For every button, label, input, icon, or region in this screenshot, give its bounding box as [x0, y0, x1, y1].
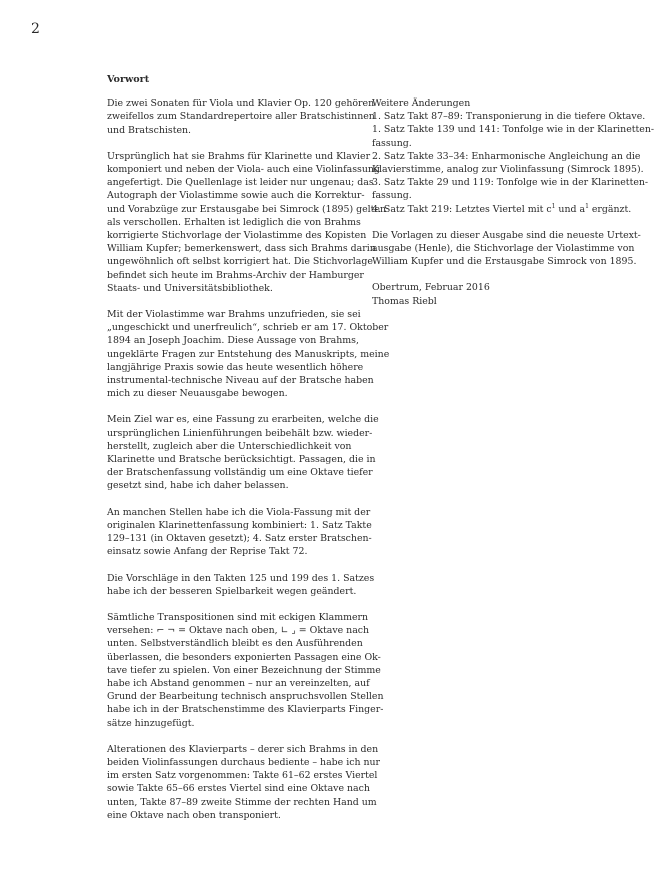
- text-line: sätze hinzugefügt.: [107, 717, 195, 729]
- text-line: sowie Takte 65–66 erstes Viertel sind eine Oktave nach: [107, 783, 370, 795]
- text-line: ausgabe (Henle), die Stichvorlage der Violastimme von: [372, 243, 635, 255]
- text-line: unten, Takte 87–89 zweite Stimme der rechten Hand um: [107, 796, 377, 808]
- foreword-left-column: [107, 73, 390, 835]
- foreword-paragraph: [107, 308, 390, 400]
- text-line: ungewöhnlich oft selbst korrigiert hat. Die Stichvorlage: [107, 256, 373, 268]
- text-line: Klavierstimme, analog zur Violinfassung (Simrock 1895).: [372, 164, 644, 176]
- foreword-right-column: [372, 97, 655, 321]
- text-line: habe ich Abstand genommen – nur an vereinzelten, auf: [107, 677, 370, 689]
- text-line: versehen: ⌐ ¬ = Oktave nach oben, ∟ ⌟ = Oktave nach: [107, 625, 370, 637]
- signature-block: [372, 281, 632, 307]
- text-line: Die Vorlagen zu dieser Ausgabe sind die neueste Urtext-: [372, 229, 641, 241]
- text-line: unten. Selbstverständlich bleibt es den Ausführenden: [107, 638, 363, 650]
- text-line: Sämtliche Transpositionen sind mit eckigen Klammern: [107, 611, 369, 623]
- text-line: der Bratschenfassung vollständig um eine Oktave tiefer: [107, 467, 373, 479]
- page-number: 2: [31, 21, 40, 37]
- text-line: habe ich in der Bratschenstimme des Klavierparts Finger-: [107, 704, 384, 716]
- foreword-paragraph: [107, 506, 372, 559]
- text-line: angefertigt. Die Quellenlage ist leider nur ungenau; das: [107, 177, 374, 189]
- text-line: An manchen Stellen habe ich die Viola-Fassung mit der: [107, 506, 371, 518]
- text-line: langjährige Praxis sowie das heute wesentlich höhere: [107, 361, 364, 373]
- text-line: William Kupfer und die Erstausgabe Simrock von 1895.: [372, 256, 637, 268]
- text-line: herstellt, zugleich aber die Unterschiedlichkeit von: [107, 440, 352, 452]
- text-line: Ursprünglich hat sie Brahms für Klarinette und Klavier: [107, 150, 371, 162]
- foreword-paragraph: [107, 150, 387, 295]
- text-line: im ersten Satz vorgenommen: Takte 61–62 erstes Viertel: [107, 770, 378, 782]
- text-line: Mit der Violastimme war Brahms unzufrieden, sie sei: [107, 309, 361, 321]
- text-line: Die zwei Sonaten für Viola und Klavier Op. 120 gehören: [107, 98, 375, 110]
- text-line: 1. Satz Takt 87–89: Transponierung in die tiefere Oktave.: [372, 111, 646, 123]
- text-line: Staats- und Universitätsbibliothek.: [107, 282, 273, 294]
- text-line: Obertrum, Februar 2016: [372, 282, 490, 294]
- text-line: [372, 203, 632, 216]
- text-line: William Kupfer; bemerkenswert, dass sich Brahms darin: [107, 243, 376, 255]
- text-line: und Vorabzüge zur Erstausgabe bei Simrock (1895) gelten: [107, 203, 387, 215]
- text-line: habe ich der besseren Spielbarkeit wegen geändert.: [107, 585, 357, 597]
- text-line: 2. Satz Takte 33–34: Enharmonische Angleichung an die: [372, 150, 641, 162]
- text-line: ursprünglichen Linienführungen beibehält bzw. wieder-: [107, 427, 373, 439]
- foreword-paragraph: [107, 413, 379, 492]
- foreword-paragraph: [107, 97, 375, 137]
- text-line: komponiert und neben der Viola- auch eine Violinfassung: [107, 164, 380, 176]
- text-line: gesetzt sind, habe ich daher belassen.: [107, 480, 289, 492]
- text-line: korrigierte Stichvorlage der Violastimme des Kopisten: [107, 230, 367, 242]
- text-line: ungeklärte Fragen zur Entstehung des Manuskripts, meine: [107, 348, 390, 360]
- text-fragment: und a: [555, 203, 586, 215]
- foreword-paragraphs: [107, 97, 390, 822]
- text-line: Thomas Riebl: [372, 295, 437, 307]
- text-line: 3. Satz Takte 29 und 119: Tonfolge wie in der Klarinetten-: [372, 177, 649, 189]
- text-line: „ungeschickt und unerfreulich“, schrieb er am 17. Oktober: [107, 322, 389, 334]
- text-line: Grund der Bearbeitung technisch anspruchsvollen Stellen: [107, 691, 384, 703]
- foreword-paragraph: [107, 572, 375, 598]
- text-line: tave tiefer zu spielen. Von einer Bezeichnung der Stimme: [107, 664, 381, 676]
- superscript: 1: [585, 202, 589, 210]
- foreword-paragraph: [107, 611, 384, 730]
- text-line: befindet sich heute im Brahms-Archiv der Hamburger: [107, 269, 364, 281]
- text-line: als verschollen. Erhalten ist lediglich die von Brahms: [107, 216, 361, 228]
- text-line: Klarinette und Bratsche berücksichtigt. Passagen, die in: [107, 454, 376, 466]
- text-line: fassung.: [372, 190, 412, 202]
- text-line: beiden Violinfassungen durchaus bediente – habe ich nur: [107, 756, 381, 768]
- text-line: Alterationen des Klavierparts – derer sich Brahms in den: [107, 743, 379, 755]
- text-line: zweifellos zum Standardrepertoire aller Bratschistinnen: [107, 111, 375, 123]
- text-line: Mein Ziel war es, eine Fassung zu erarbeiten, welche die: [107, 414, 379, 426]
- superscript: 1: [551, 202, 556, 210]
- text-line: originalen Klarinettenfassung kombiniert: 1. Satz Takte: [107, 519, 372, 531]
- further-changes-block: [372, 97, 655, 216]
- text-line: instrumental-technische Niveau auf der Bratsche haben: [107, 375, 374, 387]
- text-line: 1894 an Joseph Joachim. Diese Aussage von Brahms,: [107, 335, 359, 347]
- text-line: mich zu dieser Neuausgabe bewogen.: [107, 388, 288, 400]
- text-line: 129–131 (in Oktaven gesetzt); 4. Satz erster Bratschen-: [107, 533, 372, 545]
- foreword-heading: Vorwort: [107, 74, 150, 85]
- text-line: und Bratschisten.: [107, 124, 192, 136]
- text-line: Weitere Änderungen: [372, 98, 471, 109]
- text-line: überlassen, die besonders exponierten Passagen eine Ok-: [107, 651, 381, 663]
- foreword-paragraph: [107, 743, 381, 822]
- text-line: eine Oktave nach oben transponiert.: [107, 809, 281, 821]
- text-fragment: 4. Satz Takt 219: Letztes Viertel mit c: [372, 203, 552, 215]
- text-line: 1. Satz Takte 139 und 141: Tonfolge wie in der Klarinetten-: [372, 124, 655, 136]
- sources-paragraph: [372, 229, 641, 269]
- text-line: fassung.: [372, 137, 412, 149]
- text-fragment: ergänzt.: [588, 203, 632, 215]
- text-line: Die Vorschläge in den Takten 125 und 199 des 1. Satzes: [107, 572, 375, 584]
- text-line: Autograph der Violastimme sowie auch die Korrektur-: [107, 190, 365, 202]
- text-line: einsatz sowie Anfang der Reprise Takt 72.: [107, 546, 308, 558]
